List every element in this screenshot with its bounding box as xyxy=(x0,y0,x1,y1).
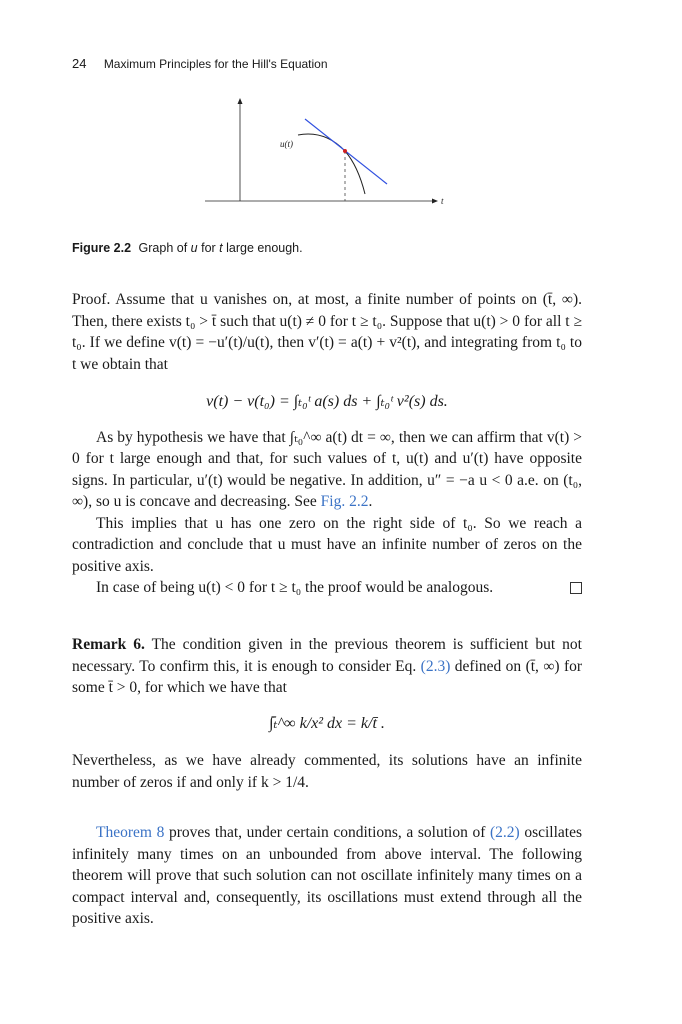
remark-label: Remark 6. xyxy=(72,636,145,653)
remark-conclusion: Nevertheless, as we have already commented, its solutions have an infinite number of zeros if and only if k > 1/4. xyxy=(72,752,582,791)
page-number: 24 xyxy=(72,56,87,71)
caption-var-t: t xyxy=(219,241,223,255)
tangent-point xyxy=(343,149,347,153)
equation-1: v(t) − v(t₀) = ∫ₜ₀ᵗ a(s) ds + ∫ₜ₀ᵗ v²(s) ds. xyxy=(206,393,448,410)
proof-p2-end: . xyxy=(368,493,373,510)
closing-section xyxy=(72,822,582,930)
axis-label-t: t xyxy=(441,196,444,206)
proof-paragraph-3: This implies that u has one zero on the right side of t₀. So we reach a contradiction and conclude that u must have an infinite number of zeros on the positive axis. xyxy=(72,514,582,575)
figure-caption xyxy=(72,241,303,255)
fig-ref-link[interactable]: Fig. 2.2 xyxy=(320,493,369,510)
closing-text-a: proves that, under certain conditions, a solution of xyxy=(168,824,486,841)
eq-ref-2-2[interactable]: (2.2) xyxy=(490,824,520,841)
caption-var-u: u xyxy=(190,241,198,255)
remark-section xyxy=(72,634,582,793)
closing-paragraph xyxy=(72,822,582,930)
proof-paragraph-4 xyxy=(72,577,582,599)
caption-text-mid: for xyxy=(201,241,216,255)
proof-section xyxy=(72,289,582,599)
remark-text-a: The condition given in the previous theorem is sufficient but not necessary. To confirm this, it is enough to consider Eq. xyxy=(72,636,582,675)
caption-label: Figure 2.2 xyxy=(72,241,132,255)
theorem-8-link[interactable]: Theorem 8 xyxy=(96,824,165,841)
remark-paragraph xyxy=(72,634,582,699)
proof-paragraph-1: Proof. Assume that u vanishes on, at most, a finite number of points on (t̄, ∞). Then, there exists t₀ > t̄ such that u(t) ≠ 0 for t ≥ t₀. Suppose that u(t) > 0 for all t ≥ t₀. If we define v(t) = −u′(t)/u(t), then v′(t) = a(t) + v²(t), and integrating from t₀ to t we obtain that xyxy=(72,291,582,373)
curve-u xyxy=(298,134,365,194)
proof-p4-text: In case of being u(t) < 0 for t ≥ t₀ the proof would be analogous. xyxy=(96,579,494,596)
caption-text: Graph of xyxy=(138,241,188,255)
equation-2: ∫ₜ̄^∞ k/x² dx = k/t̄ . xyxy=(269,714,385,732)
x-axis-arrow xyxy=(432,199,438,204)
closing-text-b: oscillates infinitely many times on an unbounded from above interval. The following theorem will prove that such solution can not oscillate infinitely many times on a compact interval and, consequently, its oscillations must extend through all the positive axis. xyxy=(72,824,583,927)
remark-text-b: defined on (t̄, ∞) for some t̄ > 0, for which we have that xyxy=(72,657,583,696)
caption-text-end: large enough. xyxy=(226,241,303,255)
figure-graph xyxy=(200,96,460,216)
proof-paragraph-2 xyxy=(72,427,582,513)
y-axis-arrow xyxy=(238,98,243,104)
running-title: Maximum Principles for the Hill's Equation xyxy=(103,57,328,71)
running-header xyxy=(72,56,328,71)
eq-ref-2-3[interactable]: (2.3) xyxy=(420,657,451,675)
proof-p2-text: As by hypothesis we have that ∫ₜ₀^∞ a(t) dt = ∞, then we can affirm that v(t) > 0 for t large enough and that, for such values of t, u(t) and u′(t) have opposite signs. In particular, u′(t) would be negative. In addition, u″ = −a u < 0 a.e. on (t₀, ∞), so u is concave and decreasing. See xyxy=(72,428,582,510)
graph-svg xyxy=(200,96,460,216)
qed-square xyxy=(570,582,582,594)
curve-label: u(t) xyxy=(280,139,293,149)
